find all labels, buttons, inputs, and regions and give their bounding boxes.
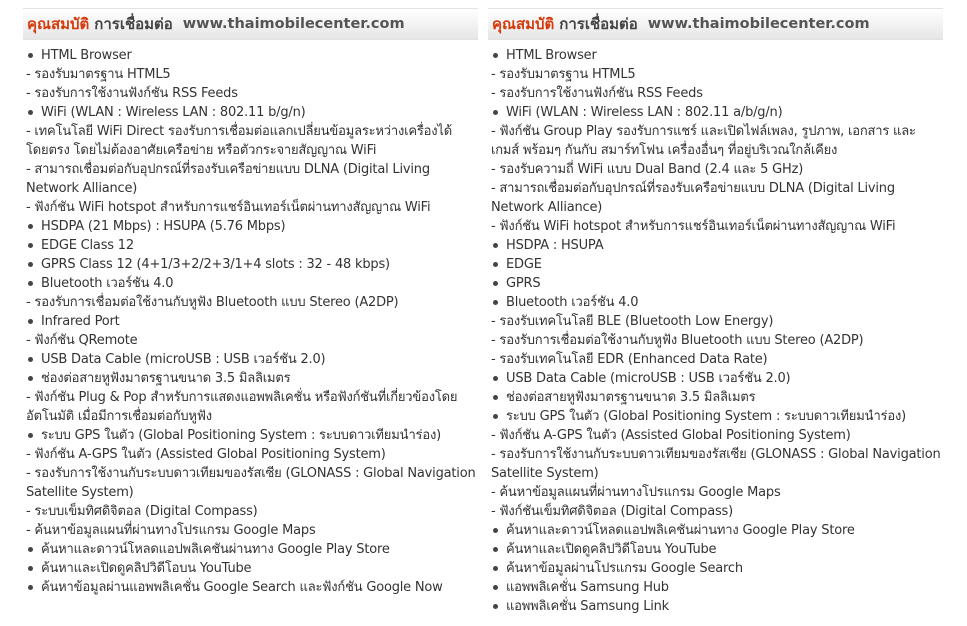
header-site-name: www.thaimobilecenter.com (647, 16, 870, 32)
spec-sub-item: - สามารถเชื่อมต่อกับอุปกรณ์ที่รองรับเครือข่ายแบบ DLNA (Digital Living Network Alliance) (491, 181, 895, 215)
spec-sub-item: - รองรับมาตรฐาน HTML5 (26, 67, 171, 82)
spec-sub-item: - รองรับการใช้งานฟังก์ชัน RSS Feeds (26, 86, 238, 101)
spec-item: EDGE Class 12 (23, 236, 478, 255)
spec-item: Bluetooth เวอร์ชัน 4.0 (23, 274, 478, 293)
spec-item: USB Data Cable (microUSB : USB เวอร์ชัน 2.0) (488, 369, 943, 388)
spec-item: GPRS Class 12 (4+1/3+2/2+3/1+4 slots : 32 - 48 kbps) (23, 255, 478, 274)
spec-column-left (23, 8, 478, 597)
spec-item: ค้นหาข้อมูลผ่านโปรแกรม Google Search (488, 559, 943, 578)
header-title-features: คุณสมบัติ (492, 15, 555, 33)
spec-sub-item: - ฟังก์ชัน QRemote (26, 333, 138, 348)
spec-sub-item: - รองรับการใช้งานกับระบบดาวเทียมของรัสเซีย (GLONASS : Global Navigation Satellite System) (491, 447, 941, 481)
header-title-features: คุณสมบัติ (27, 15, 90, 33)
spec-sub-item: - ฟังก์ชัน WiFi hotspot สำหรับการแชร์อินเทอร์เน็ตผ่านทางสัญญาณ WiFi (491, 219, 896, 234)
spec-item: แอพพลิเคชั่น Samsung Link (488, 597, 943, 616)
header-title-connectivity: การเชื่อมต่อ (559, 15, 638, 33)
spec-sub-item: - รองรับการเชื่อมต่อใช้งานกับหูฟัง Bluetooth แบบ Stereo (A2DP) (26, 295, 399, 310)
spec-item: ระบบ GPS ในตัว (Global Positioning System : ระบบดาวเทียมนำร่อง) (488, 407, 943, 426)
spec-item: ค้นหาและดาวน์โหลดแอปพลิเคชันผ่านทาง Google Play Store (488, 521, 943, 540)
spec-item: ระบบ GPS ในตัว (Global Positioning System : ระบบดาวเทียมนำร่อง) (23, 426, 478, 445)
spec-sub-item: - รองรับการเชื่อมต่อใช้งานกับหูฟัง Bluetooth แบบ Stereo (A2DP) (491, 333, 864, 348)
spec-sub-item: - ฟังก์ชัน Plug & Pop สำหรับการแสดงแอพพลิเคชั่น หรือฟังก์ชันที่เกี่ยวข้องโดยอัตโนมัติ เมื่อมีการเชื่อมต่อกับหูฟัง (26, 390, 458, 424)
spec-item: USB Data Cable (microUSB : USB เวอร์ชัน 2.0) (23, 350, 478, 369)
spec-item: ค้นหาและดาวน์โหลดแอปพลิเคชันผ่านทาง Google Play Store (23, 540, 478, 559)
spec-sub-item: - ฟังก์ชัน Group Play รองรับการแชร์ และเปิดไฟล์เพลง, รูปภาพ, เอกสาร และเกมส์ พร้อมๆ กันกับ สมาร์ทโฟน เครื่องอื่นๆ ที่อยู่บริเวณใกล้เคียง (491, 124, 916, 158)
spec-item: WiFi (WLAN : Wireless LAN : 802.11 a/b/g/n) (488, 103, 943, 122)
spec-item: Infrared Port (23, 312, 478, 331)
spec-sub-item: - รองรับมาตรฐาน HTML5 (491, 67, 636, 82)
spec-sub-item: - เทคโนโลยี WiFi Direct รองรับการเชื่อมต่อแลกเปลี่ยนข้อมูลระหว่างเครื่องได้โดยตรง โดยไม่ต้องอาศัยเครือข่าย หรือตัวกระจายสัญญาณ WiFi (26, 124, 452, 158)
spec-item: ช่องต่อสายหูฟังมาตรฐานขนาด 3.5 มิลลิเมตร (488, 388, 943, 407)
spec-sub-item: - รองรับเทคโนโลยี BLE (Bluetooth Low Energy) (491, 314, 774, 329)
header-title-connectivity: การเชื่อมต่อ (94, 15, 173, 33)
spec-item: HTML Browser (488, 46, 943, 65)
spec-sub-item: - ค้นหาข้อมูลแผนที่ผ่านทางโปรแกรม Google Maps (491, 485, 781, 500)
spec-sub-item: - ค้นหาข้อมูลแผนที่ผ่านทางโปรแกรม Google Maps (26, 523, 316, 538)
spec-column-right (488, 8, 943, 616)
spec-sub-item: - ฟังก์ชัน A-GPS ในตัว (Assisted Global Positioning System) (491, 428, 851, 443)
section-header (488, 8, 943, 40)
spec-sub-item: - รองรับความถี่ WiFi แบบ Dual Band (2.4 และ 5 GHz) (491, 162, 804, 177)
spec-item: EDGE (488, 255, 943, 274)
spec-item: Bluetooth เวอร์ชัน 4.0 (488, 293, 943, 312)
spec-item: HSDPA (21 Mbps) : HSUPA (5.76 Mbps) (23, 217, 478, 236)
spec-sub-item: - ระบบเข็มทิศดิจิตอล (Digital Compass) (26, 504, 258, 519)
spec-list (488, 46, 943, 616)
spec-list (23, 46, 478, 597)
spec-item: HTML Browser (23, 46, 478, 65)
spec-item: ค้นหาข้อมูลผ่านแอพพลิเคชั่น Google Search และฟังก์ชัน Google Now (23, 578, 478, 597)
spec-sub-item: - ฟังก์ชัน A-GPS ในตัว (Assisted Global Positioning System) (26, 447, 386, 462)
spec-item: ช่องต่อสายหูฟังมาตรฐานขนาด 3.5 มิลลิเมตร (23, 369, 478, 388)
header-site-name: www.thaimobilecenter.com (182, 16, 405, 32)
spec-sub-item: - รองรับการใช้งานกับระบบดาวเทียมของรัสเซีย (GLONASS : Global Navigation Satellite System) (26, 466, 476, 500)
spec-item: ค้นหาและเปิดดูคลิปวิดีโอบน YouTube (488, 540, 943, 559)
spec-item: แอพพลิเคชั่น Samsung Hub (488, 578, 943, 597)
spec-sub-item: - รองรับเทคโนโลยี EDR (Enhanced Data Rate) (491, 352, 768, 367)
spec-item: HSDPA : HSUPA (488, 236, 943, 255)
spec-sub-item: - รองรับการใช้งานฟังก์ชัน RSS Feeds (491, 86, 703, 101)
spec-item: ค้นหาและเปิดดูคลิปวิดีโอบน YouTube (23, 559, 478, 578)
spec-item: GPRS (488, 274, 943, 293)
spec-sub-item: - ฟังก์ชันเข็มทิศดิจิตอล (Digital Compass) (491, 504, 733, 519)
section-header (23, 8, 478, 40)
spec-sub-item: - ฟังก์ชัน WiFi hotspot สำหรับการแชร์อินเทอร์เน็ตผ่านทางสัญญาณ WiFi (26, 200, 431, 215)
spec-sub-item: - สามารถเชื่อมต่อกับอุปกรณ์ที่รองรับเครือข่ายแบบ DLNA (Digital Living Network Alliance) (26, 162, 430, 196)
spec-item: WiFi (WLAN : Wireless LAN : 802.11 b/g/n) (23, 103, 478, 122)
